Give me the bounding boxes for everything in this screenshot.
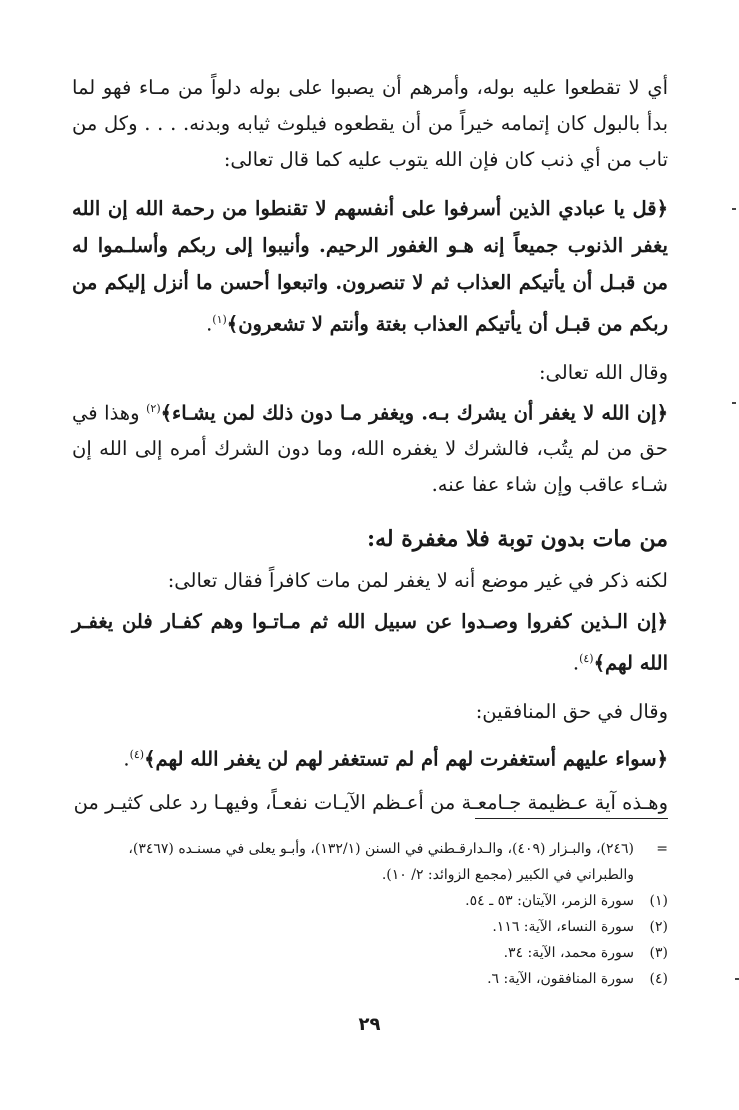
- verse-open-bracket: ﴿: [656, 197, 668, 220]
- paragraph-4: لكنه ذكر في غير موضع أنه لا يغفر لمن مات كافراً فقال تعالى:: [167, 569, 668, 592]
- quran-verse-1: [72, 190, 668, 343]
- footnote-text: (٢٤٦)، والبـزار (٤٠٩)، والـدارقـطني في السنن (١٣٢/١)، وأبـو يعلى في مسنـده (٣٤٦٧)، والطبراني في الكبير (مجمع الزوائد: ٢/ ١٠).: [128, 841, 634, 883]
- footnote-item: [72, 940, 668, 966]
- footnote-mark: (٤): [649, 971, 668, 987]
- footnote-mark: (١): [649, 893, 668, 909]
- footnote-ref: (١): [212, 313, 227, 326]
- verse-text: سواء عليهم أستغفرت لهم أم لم تستغفر لهم لن يغفر الله لهم: [155, 747, 657, 770]
- paragraph-5: وقال في حق المنافقين:: [475, 699, 668, 723]
- scan-mark: [732, 402, 736, 404]
- verse-close-bracket: ﴾: [144, 747, 156, 770]
- quran-verse-2: إن الله لا يغفر أن يشرك بـه. ويغفر مـا دون ذلك لمن يشـاء: [172, 401, 657, 424]
- verse-text: إن الـذين كفروا وصـدوا عن سبيل الله ثم مـاتـوا وهم كفـار فلن يغفـر الله لهم: [72, 610, 668, 675]
- paragraph-2: وقال الله تعالى:: [538, 360, 668, 384]
- footnote-item: [72, 914, 668, 940]
- verse-close-bracket: ﴾: [226, 312, 239, 336]
- sentence-end: .: [123, 747, 130, 770]
- verse-text: قل يا عبادي الذين أسرفوا على أنفسهم لا تقنطوا من رحمة الله إن الله يغفر الذنوب جميعاً إنه هـو الغفور الرحيم. وأنيبوا إلى ربكم وأسلـموا له من قبـل أن يأتيكم العذاب ثم لا تنصرون. واتبعوا أحسن ما أنزل إليكم من ربكم من قبـل أن يأتيكم العذاب بغتة وأنتم لا تشعرون: [72, 197, 668, 336]
- scan-mark: [735, 978, 739, 980]
- footnote-item: [72, 836, 668, 888]
- footnote-mark: =: [656, 841, 668, 857]
- verse-open-bracket: ﴿: [656, 401, 668, 424]
- quran-verse-4: [72, 736, 668, 778]
- footnote-mark: (٢): [649, 919, 668, 935]
- scan-mark: [732, 208, 736, 210]
- footnote-text: سورة الزمر، الآيتان: ٥٣ ـ ٥٤.: [465, 893, 634, 909]
- paragraph-3-text: وهذا في حق من لم يتُب، فالشرك لا يغفره الله، وما دون الشرك أمره إلى الله إن شـاء عاقب وإن شاء عفا عنه.: [72, 401, 668, 496]
- paragraph-6: وهـذه آية عـظيمة جـامعـة من أعـظم الآيـات نفعـاً، وفيهـا رد على كثيـر من: [73, 791, 668, 814]
- paragraph-3: [72, 391, 668, 504]
- sentence-end: .: [206, 312, 213, 336]
- section-heading: من مات بدون توبة فلا مغفرة له:: [367, 526, 668, 552]
- footnote-divider: [475, 818, 668, 819]
- sentence-end: .: [572, 651, 580, 675]
- footnote-text: سورة محمد، الآية: ٣٤.: [503, 945, 634, 961]
- footnote-ref: (٤): [579, 652, 594, 665]
- footnote-ref: (٤): [129, 747, 145, 761]
- page-number: ٢٩: [358, 1014, 381, 1035]
- verse-open-bracket: ﴿: [656, 747, 668, 770]
- footnote-text: سورة المنافقون، الآية: ٦.: [487, 971, 634, 987]
- page-body: [72, 70, 668, 821]
- paragraph-1: أي لا تقطعوا عليه بوله، وأمرهم أن يصبوا على بوله دلواً من مـاء فهو لما بدأ بالبول كان إتمامه خيراً من أن يقطعوه فيلوث ثيابه وبدنه. . . . وكل من تاب من أي ذنب كان فإن الله يتوب عليه كما قال تعالى:: [72, 76, 668, 171]
- footnote-ref: (٢): [146, 401, 161, 415]
- footnote-text: سورة النساء، الآية: ١١٦.: [492, 919, 634, 935]
- footnote-item: [72, 888, 668, 914]
- verse-close-bracket: ﴾: [593, 651, 606, 675]
- verse-open-bracket: ﴿: [656, 610, 668, 633]
- footnotes: [72, 836, 668, 992]
- quran-verse-3: [72, 603, 668, 682]
- verse-close-bracket: ﴾: [160, 401, 173, 424]
- footnote-item: [72, 966, 668, 992]
- footnote-mark: (٣): [649, 945, 668, 961]
